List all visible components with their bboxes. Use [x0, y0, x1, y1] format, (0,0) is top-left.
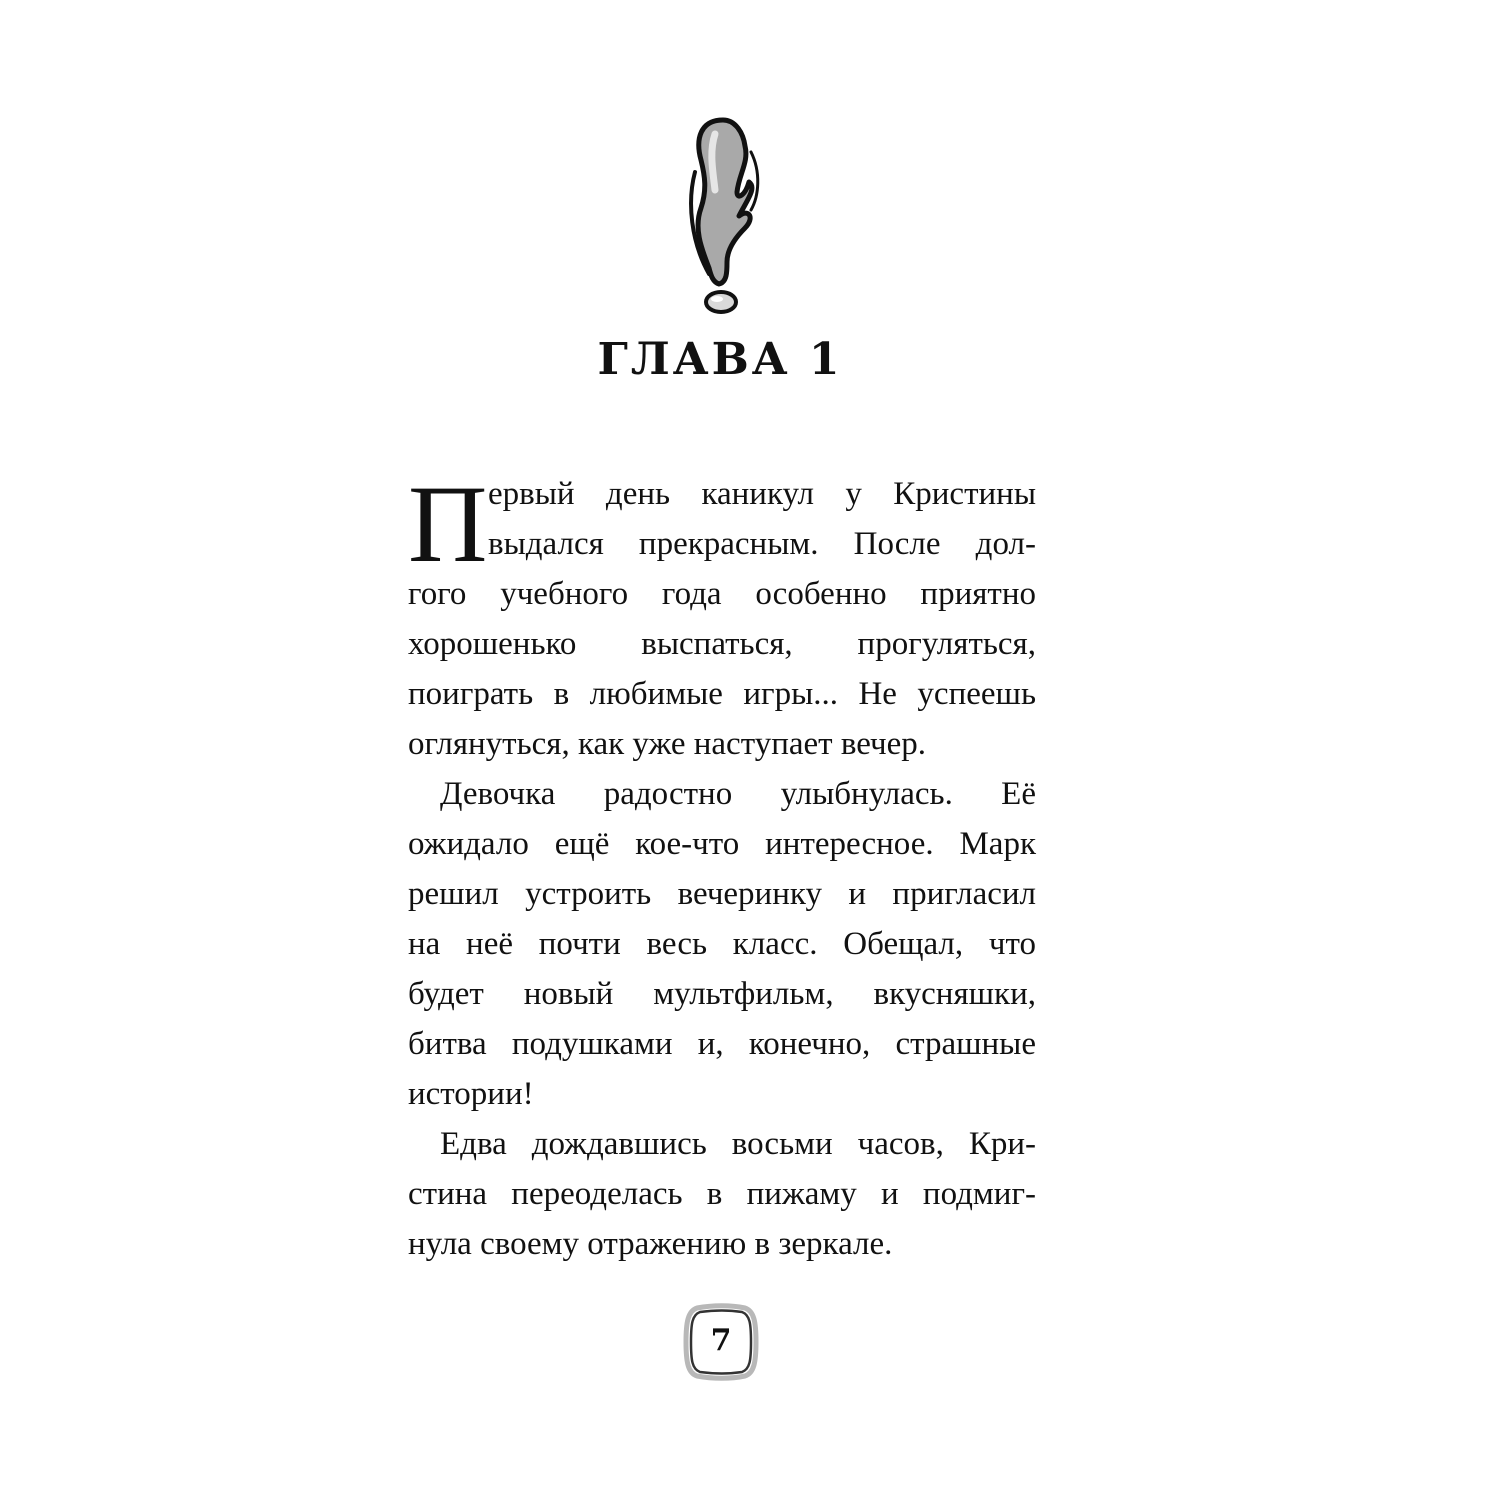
exclamation-mark-icon	[665, 112, 775, 317]
text-line: оглянуться, как уже наступает вечер.	[408, 726, 927, 762]
text-line: истории!	[408, 1076, 534, 1112]
text-line: хорошенько выспаться, прогуляться,	[408, 626, 1036, 662]
text-line: битва подушками и, конечно, страшные	[408, 1026, 1036, 1062]
text-line: выдался прекрасным. После дол-	[488, 526, 1036, 562]
text-line: нула своему отражению в зеркале.	[408, 1226, 893, 1262]
text-line: будет новый мультфильм, вкусняшки,	[408, 976, 1036, 1012]
text-line: решил устроить вечеринку и пригласил	[408, 876, 1036, 912]
text-line: ожидало ещё кое-что интересное. Марк	[408, 826, 1036, 862]
chapter-title: ГЛАВА 1	[597, 334, 843, 385]
text-line: ервый день каникул у Кристины	[488, 476, 1036, 512]
text-line: на неё почти весь класс. Обещал, что	[408, 926, 1036, 962]
drop-cap: П	[408, 463, 488, 585]
text-line: стина переоделась в пижаму и подмиг-	[408, 1176, 1036, 1212]
text-line: Едва дождавшись восьми часов, Кри-	[440, 1126, 1036, 1162]
text-line: Девочка радостно улыбнулась. Её	[440, 776, 1036, 812]
text-line: поиграть в любимые игры... Не успеешь	[408, 676, 1036, 712]
text-line: гого учебного года особенно приятно	[408, 576, 1036, 612]
page-number: 7	[710, 1323, 732, 1358]
